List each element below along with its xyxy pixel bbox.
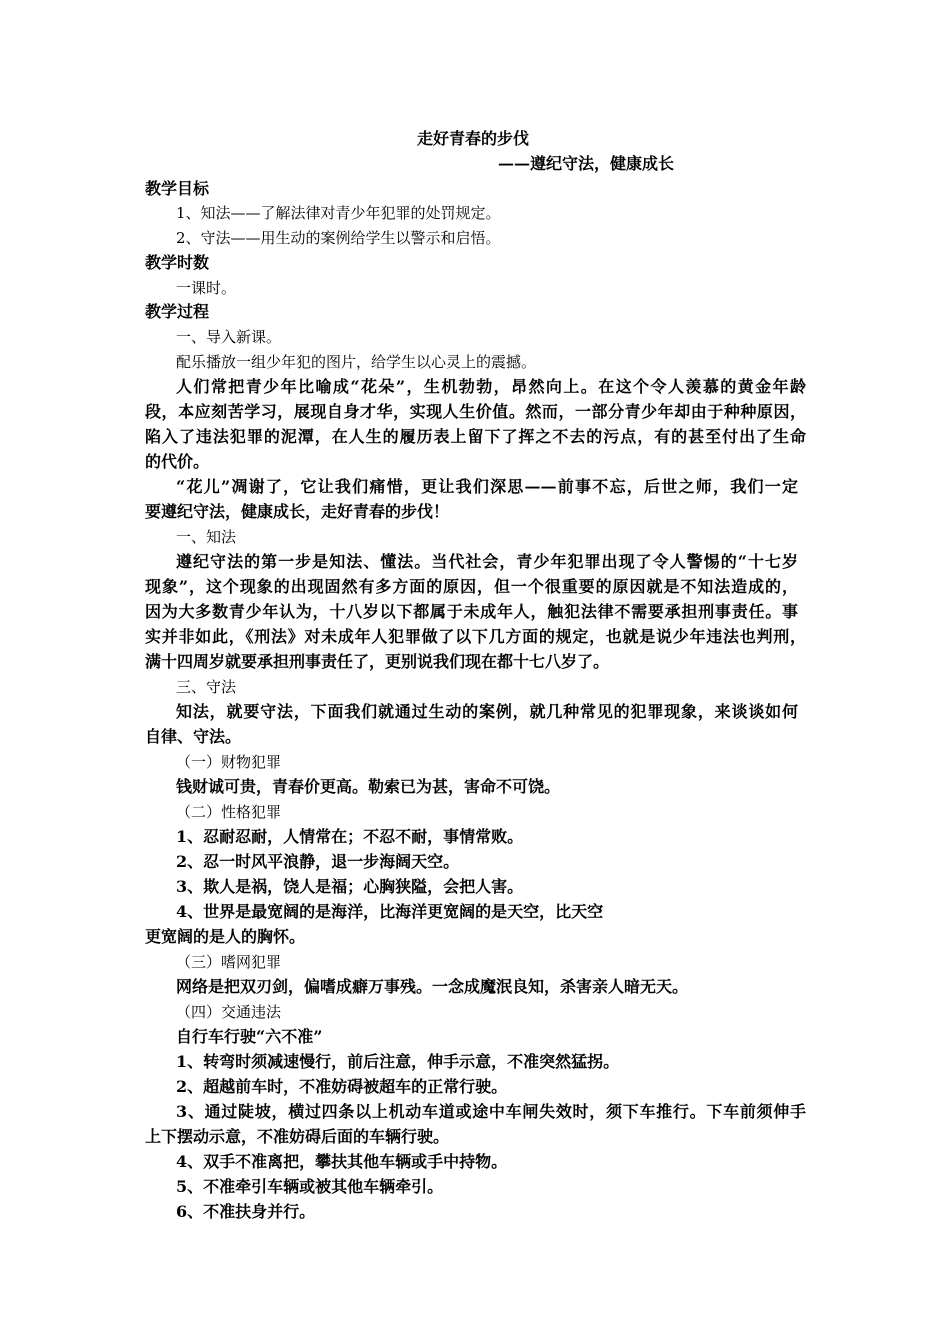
temper-crime-item-1: 1、忍耐忍耐，人情常在；不忍不耐，事情常败。 (176, 827, 524, 846)
temper-crime-item-2: 2、忍一时风平浪静，退一步海阔天空。 (176, 852, 460, 871)
paragraph-2-line-2: 要遵纪守法，健康成长，走好青春的步伐！ (145, 502, 450, 521)
paragraph-1-line-4: 的代价。 (145, 452, 210, 471)
traffic-rule-1: 1、转弯时须减速慢行，前后注意，伸手示意，不准突然猛拐。 (176, 1052, 620, 1071)
paragraph-1-line-1: 人们常把青少年比喻成“花朵”，生机勃勃，昂然向上。在这个令人羡慕的黄金年龄 (176, 377, 806, 396)
know-law-heading: 一、知法 (176, 528, 237, 546)
paragraph-4-line-1: 知法，就要守法，下面我们就通过生动的案例，就几种常见的犯罪现象，来谈谈如何 (176, 702, 798, 721)
temper-crime-heading: （二）性格犯罪 (176, 803, 282, 821)
paragraph-3-line-5: 满十四周岁就要承担刑事责任了，更别说我们现在都十七八岁了。 (145, 652, 610, 671)
temper-crime-item-3: 3、欺人是祸，饶人是福；心胸狭隘，会把人害。 (176, 877, 524, 896)
intro-heading: 一、导入新课。 (176, 328, 282, 346)
traffic-violation-heading: （四）交通违法 (176, 1003, 282, 1021)
process-heading: 教学过程 (145, 302, 210, 321)
paragraph-1-line-3: 陷入了违法犯罪的泥潭，在人生的履历表上留下了挥之不去的污点，有的甚至付出了生命 (145, 427, 806, 446)
obey-law-heading: 三、守法 (176, 678, 237, 696)
property-crime-text: 钱财诚可贵，青春价更高。勒索已为甚，害命不可饶。 (176, 777, 561, 796)
goal-item-1: 1、知法——了解法律对青少年犯罪的处罚规定。 (176, 204, 501, 222)
paragraph-3-line-4: 实并非如此，《刑法》对未成年人犯罪做了以下几方面的规定，也就是说少年违法也判刑， (145, 627, 806, 646)
intro-text: 配乐播放一组少年犯的图片，给学生以心灵上的震撼。 (176, 353, 537, 371)
document-subtitle: ——遵纪守法，健康成长 (498, 154, 675, 173)
traffic-violation-intro: 自行车行驶“六不准” (176, 1027, 323, 1046)
goals-heading: 教学目标 (145, 179, 210, 198)
traffic-rule-4: 4、双手不准离把，攀扶其他车辆或手中持物。 (176, 1152, 508, 1171)
traffic-rule-3-line-1: 3、通过陡坡，横过四条以上机动车道或途中车闸失效时，须下车推行。下车前须伸手 (176, 1102, 806, 1121)
internet-crime-text: 网络是把双刃剑，偏嗜成癖万事残。一念成魔泯良知，杀害亲人暗无天。 (176, 977, 689, 996)
temper-crime-item-4-line-1: 4、世界是最宽阔的是海洋，比海洋更宽阔的是天空，比天空 (176, 902, 604, 921)
temper-crime-item-4-line-2: 更宽阔的是人的胸怀。 (145, 927, 306, 946)
hours-heading: 教学时数 (145, 253, 210, 272)
traffic-rule-6: 6、不准扶身并行。 (176, 1202, 316, 1221)
paragraph-1-line-2: 段，本应刻苦学习，展现自身才华，实现人生价值。然而，一部分青少年却由于种种原因， (145, 402, 806, 421)
internet-crime-heading: （三）嗜网犯罪 (176, 953, 282, 971)
paragraph-3-line-1: 遵纪守法的第一步是知法、懂法。当代社会，青少年犯罪出现了令人警惕的“十七岁 (176, 552, 798, 571)
goal-item-2: 2、守法——用生动的案例给学生以警示和启悟。 (176, 229, 501, 247)
traffic-rule-3-line-2: 上下摆动示意，不准妨碍后面的车辆行驶。 (145, 1127, 450, 1146)
paragraph-4-line-2: 自律、守法。 (145, 727, 242, 746)
traffic-rule-2: 2、超越前车时，不准妨碍被超车的正常行驶。 (176, 1077, 508, 1096)
traffic-rule-5: 5、不准牵引车辆或被其他车辆牵引。 (176, 1177, 444, 1196)
hours-text: 一课时。 (176, 279, 237, 297)
paragraph-3-line-3: 因为大多数青少年认为，十八岁以下都属于未成年人，触犯法律不需要承担刑事责任。事 (145, 602, 798, 621)
paragraph-3-line-2: 现象”，这个现象的出现固然有多方面的原因，但一个很重要的原因就是不知法造成的， (145, 577, 798, 596)
property-crime-heading: （一）财物犯罪 (176, 753, 282, 771)
document-title: 走好青春的步伐 (417, 129, 530, 148)
paragraph-2-line-1: “花儿”凋谢了，它让我们痛惜，更让我们深思——前事不忘，后世之师，我们一定 (176, 477, 798, 496)
